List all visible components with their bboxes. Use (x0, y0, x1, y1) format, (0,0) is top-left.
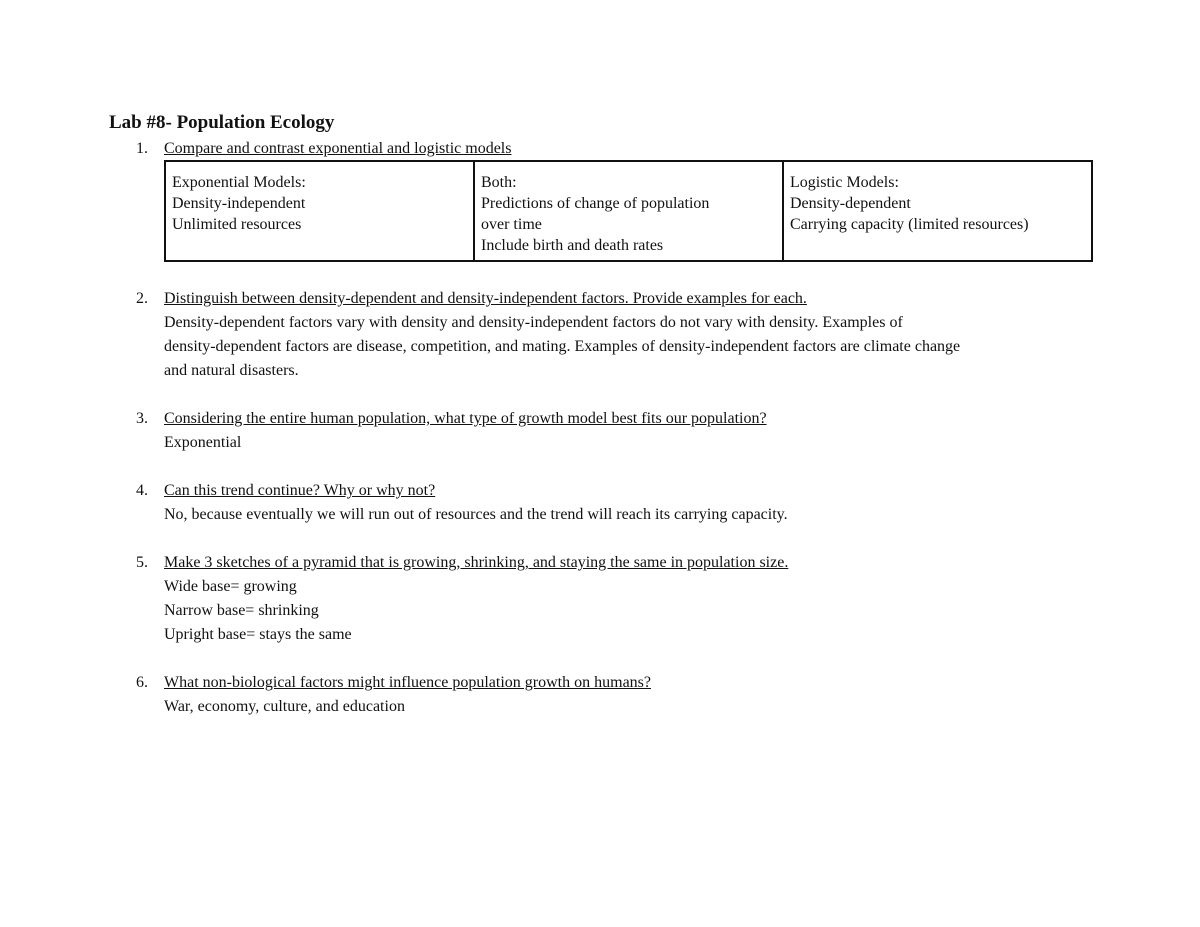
cell-line: Predictions of change of population (481, 195, 710, 212)
answer-line: Exponential (164, 434, 242, 451)
table-row (165, 161, 1092, 261)
question-prompt: Considering the entire human population, what type of growth model best fits our population? (164, 410, 767, 427)
question-prompt: What non-biological factors might influence population growth on humans? (164, 674, 651, 691)
question-number: 4. (136, 482, 148, 499)
cell-line: Exponential Models: (172, 174, 306, 191)
question-answer (164, 503, 1094, 527)
comparison-table (164, 160, 1093, 262)
question-body (164, 479, 1094, 527)
question-body (164, 551, 1094, 647)
answer-line: Density-dependent factors vary with density and density-independent factors do not vary with density. Examples of (164, 314, 903, 331)
cell-line: Unlimited resources (172, 216, 302, 233)
answer-line: Upright base= stays the same (164, 626, 352, 643)
answer-line: War, economy, culture, and education (164, 698, 405, 715)
document-title: Lab #8- Population Ecology (109, 112, 335, 133)
cell-line: over time (481, 216, 542, 233)
question-answer (164, 311, 1094, 383)
answer-line: Wide base= growing (164, 578, 297, 595)
question-body (164, 287, 1094, 383)
cell-line: Include birth and death rates (481, 237, 664, 254)
cell-line: Density-independent (172, 195, 306, 212)
cell-line: Carrying capacity (limited resources) (790, 216, 1029, 233)
cell-line: Density-dependent (790, 195, 911, 212)
question-body (164, 137, 1094, 161)
question-prompt: Can this trend continue? Why or why not? (164, 482, 436, 499)
question-number: 3. (136, 410, 148, 427)
question-number: 1. (136, 140, 148, 157)
cell-line: Both: (481, 174, 517, 191)
answer-line: No, because eventually we will run out of resources and the trend will reach its carrying capacity. (164, 506, 788, 523)
question-number: 2. (136, 290, 148, 307)
question-number: 5. (136, 554, 148, 571)
question-prompt: Make 3 sketches of a pyramid that is growing, shrinking, and staying the same in population size. (164, 554, 789, 571)
question-answer (164, 431, 1094, 455)
both-models-cell (474, 161, 783, 261)
question-prompt: Compare and contrast exponential and logistic models (164, 140, 512, 157)
question-answer (164, 695, 1094, 719)
question-answer (164, 575, 1094, 647)
answer-line: Narrow base= shrinking (164, 602, 319, 619)
answer-line: and natural disasters. (164, 362, 299, 379)
question-number: 6. (136, 674, 148, 691)
logistic-models-cell (783, 161, 1092, 261)
question-body (164, 671, 1094, 719)
question-body (164, 407, 1094, 455)
cell-line: Logistic Models: (790, 174, 899, 191)
exponential-models-cell (165, 161, 474, 261)
question-prompt: Distinguish between density-dependent and density-independent factors. Provide examples for each. (164, 290, 807, 307)
answer-line: density-dependent factors are disease, competition, and mating. Examples of density-independent factors are climate change (164, 338, 961, 355)
